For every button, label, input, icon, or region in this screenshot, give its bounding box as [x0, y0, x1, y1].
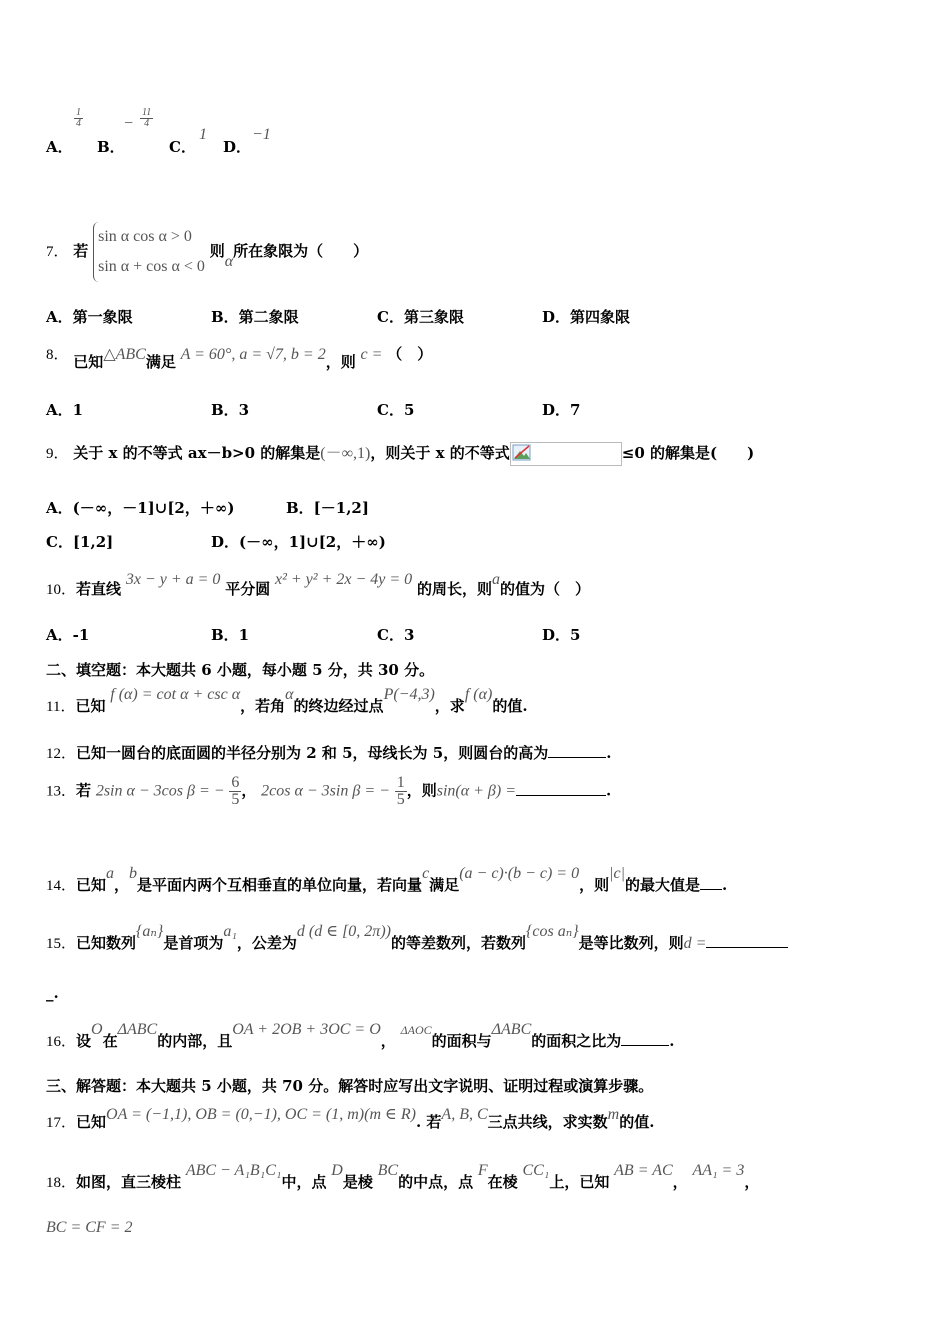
q16-sep: ，: [380, 1032, 396, 1050]
q6-option-b-fraction: [140, 108, 153, 129]
q8-option-a: A．1: [46, 401, 84, 419]
q13-ask: sin(α + β) =: [436, 782, 517, 800]
q14-answer-blank: [700, 889, 722, 890]
q11-lead: 已知: [75, 697, 106, 715]
q6-option-a-fraction: [74, 108, 83, 129]
q11-number: 11．: [46, 699, 76, 715]
q8-option-b: B．3: [211, 401, 250, 419]
q18-number: 18．: [46, 1175, 77, 1191]
q13-fraction-2-numerator: 1: [396, 774, 405, 791]
q18-sep-2: ，: [744, 1173, 760, 1191]
q13-fraction-2: [395, 775, 407, 808]
q18-edge-cc1: CC₁: [522, 1162, 550, 1179]
q13-equation-1: 2sin α − 3cos β = −: [95, 782, 225, 800]
q11-function-2: f (α): [464, 686, 493, 703]
question-10: [46, 568, 590, 598]
q14-vector-b: b: [129, 865, 138, 882]
q14-mid: 是平面内两个互相垂直的单位向量，若向量: [137, 876, 423, 894]
q12-answer-blank: [548, 757, 606, 758]
q6-a-numerator: 1: [76, 107, 81, 118]
q12-text: 已知一圆台的底面圆的半径分别为 2 和 5，母线长为 5，则圆台的高为: [76, 744, 549, 762]
q15-number: 15．: [46, 936, 77, 952]
q12-number: 12．: [46, 746, 77, 762]
q8-ask: c =: [360, 346, 383, 363]
section-2-heading: 二、填空题：本大题共 6 小题，每小题 5 分，共 30 分。: [46, 661, 435, 679]
q11-tail: 的值.: [492, 697, 528, 715]
q8-option-d: D．7: [542, 401, 581, 419]
question-8: [46, 343, 433, 371]
q13-fraction-1-denominator: 5: [231, 791, 240, 808]
q16-mid-3: 的面积与: [431, 1032, 492, 1050]
q6-option-a-label: A．: [46, 138, 73, 156]
q10-circle-equation: x² + y² + 2x − 4y = 0: [274, 571, 413, 588]
q17-lead: 已知: [76, 1113, 107, 1131]
q9-text-3: ≤0 的解集是( ): [621, 444, 755, 462]
q18-sep: ，: [672, 1173, 688, 1191]
q6-option-b: [97, 136, 125, 157]
q8-conditions: A = 60°, a = √7, b = 2: [180, 346, 326, 363]
q14-then: ，则: [579, 876, 610, 894]
question-11: [46, 683, 528, 715]
q10-tail-1: 的周长，则: [416, 580, 492, 598]
q15-d: d (d ∈ [0, 2π)): [296, 923, 391, 940]
q8-then: ，则: [325, 353, 356, 371]
q7-lead: 若: [73, 242, 89, 260]
q18-prism: ABC − A₁B₁C₁: [185, 1162, 282, 1179]
q6-option-d: [223, 136, 251, 157]
q9-inequality-image: [510, 442, 622, 466]
q16-triangle-abc: ΔABC: [491, 1021, 532, 1038]
q14-condition: (a − c)·(b − c) = 0: [459, 865, 580, 882]
q16-mid: 在: [102, 1032, 118, 1050]
q18-mid-2: 是棱: [342, 1173, 373, 1191]
broken-image-icon: [512, 444, 532, 462]
q15-sequence: {aₙ}: [136, 923, 164, 940]
q18-point-d: D: [331, 1162, 343, 1179]
q7-condition-system: [93, 222, 205, 282]
q13-comma: ，: [241, 781, 257, 800]
q10-option-d: D．5: [542, 626, 581, 644]
q17-tail: 的值.: [619, 1113, 655, 1131]
q7-mid: 则: [209, 242, 225, 260]
q16-end: .: [669, 1032, 675, 1050]
q18-mid-3: 的中点，点: [398, 1173, 474, 1191]
q7-option-c: C．第三象限: [377, 308, 464, 326]
q15-lead: 已知数列: [76, 934, 137, 952]
q13-tail: .: [606, 781, 612, 800]
q6-a-denominator: 4: [76, 118, 81, 129]
q6-b-denominator: 4: [144, 118, 150, 129]
q9-text-1: 关于 x 的不等式 ax－b>0 的解集是: [73, 444, 321, 462]
q7-condition-1: sin α cos α > 0: [98, 228, 192, 245]
q9-option-a: A．(－∞，－1]∪[2，＋∞): [46, 499, 235, 517]
q10-mid: 平分圆: [225, 580, 271, 598]
q15-mid-3: 的等差数列，若数列: [390, 934, 526, 952]
q10-number: 10．: [46, 582, 77, 598]
q6-b-sign: −: [124, 115, 134, 132]
q9-number: 9．: [46, 446, 69, 462]
q13-answer-blank: [516, 795, 606, 796]
q10-line-equation: 3x − y + a = 0: [125, 571, 221, 588]
q8-lead: 已知: [73, 353, 104, 371]
q13-fraction-2-denominator: 5: [396, 791, 405, 808]
q18-lead: 如图，直三棱柱: [76, 1173, 182, 1191]
q8-number: 8．: [46, 347, 69, 363]
question-18: [46, 1159, 760, 1191]
q18-eq-2: AA₁ = 3: [692, 1162, 745, 1179]
q13-fraction-1-numerator: 6: [231, 774, 240, 791]
q18-edge-bc: BC: [377, 1162, 399, 1179]
q10-option-c: C．3: [377, 626, 415, 644]
q6-option-d-label: D．: [223, 138, 252, 156]
q7-option-d: D．第四象限: [542, 308, 631, 326]
q15-mid-4: 是等比数列，则: [578, 934, 684, 952]
q8-tail: （ ）: [387, 345, 433, 363]
q13-equation-2: 2cos α − 3sin β = −: [261, 782, 390, 800]
question-7: [46, 222, 368, 282]
q17-points: A, B, C: [441, 1106, 488, 1123]
q17-mid: . 若: [415, 1113, 442, 1131]
q9-option-d: D．(－∞，1]∪[2，＋∞): [211, 533, 386, 551]
question-16: [46, 1018, 675, 1050]
question-14: [46, 862, 728, 894]
q14-abs-c: |c|: [609, 865, 626, 882]
q14-vector-a: a: [106, 865, 115, 882]
q7-var: α: [224, 253, 234, 270]
q9-solution-set: (－∞,1): [320, 445, 371, 462]
q8-mid: 满足: [145, 353, 176, 371]
q13-then: ，则: [406, 781, 437, 800]
question-13: [46, 775, 611, 808]
q11-function: f (α) = cot α + csc α: [110, 686, 241, 703]
q16-mid-2: 的内部，且: [157, 1032, 233, 1050]
q15-answer-blank: [706, 947, 788, 948]
q8-triangle: △ABC: [103, 346, 146, 363]
q14-lead: 已知: [76, 876, 107, 894]
q17-number: 17．: [46, 1115, 77, 1131]
q11-mid-3: ，求: [434, 697, 465, 715]
q7-tail: 所在象限为（ ）: [233, 242, 369, 260]
q17-vectors: OA = (−1,1), OB = (0,−1), OC = (1, m)(m ∈ R): [106, 1106, 416, 1123]
q7-option-b: B．第二象限: [211, 308, 299, 326]
q9-text-2: ，则关于 x 的不等式: [370, 444, 510, 462]
q11-mid: ，若角: [240, 697, 286, 715]
q18-mid-5: 上，已知: [549, 1173, 610, 1191]
q11-mid-2: 的终边经过点: [293, 697, 384, 715]
section-3-heading: 三、解答题：本大题共 5 小题，共 70 分。解答时应写出文字说明、证明过程或演算步骤。: [46, 1077, 654, 1095]
q14-vector-c: c: [422, 865, 430, 882]
q14-end: .: [722, 876, 728, 894]
q16-point-o: O: [91, 1021, 103, 1038]
q17-m: m: [607, 1106, 620, 1123]
q8-option-c: C．5: [377, 401, 415, 419]
q14-mid-2: 满足: [429, 876, 460, 894]
q16-triangle: ΔABC: [117, 1021, 158, 1038]
question-9: [46, 440, 754, 466]
q12-tail: .: [606, 744, 612, 762]
q7-number: 7．: [46, 244, 69, 260]
q18-eq-1: AB = AC: [614, 1162, 673, 1179]
q16-equation: OA + 2OB + 3OC = O: [232, 1021, 381, 1038]
q16-triangle-aoc: ΔAOC: [400, 1023, 432, 1037]
question-12: [46, 742, 611, 763]
q13-fraction-1: [229, 775, 241, 808]
q6-c-value: 1: [199, 126, 207, 143]
q15-mid: 是首项为: [163, 934, 224, 952]
q10-var: a: [491, 571, 500, 588]
q18-mid: 中，点: [281, 1173, 327, 1191]
q13-lead: 若: [76, 781, 92, 800]
q18-point-f: F: [477, 1162, 488, 1179]
q16-lead: 设: [76, 1032, 92, 1050]
q10-option-b: B．1: [211, 626, 250, 644]
q14-number: 14．: [46, 878, 77, 894]
q10-option-a: A．-1: [46, 626, 90, 644]
question-17: [46, 1103, 655, 1131]
q7-condition-2: sin α + cos α < 0: [98, 258, 205, 275]
q16-number: 16．: [46, 1034, 77, 1050]
q15-continuation: _.: [46, 984, 59, 1002]
q6-option-c: [169, 136, 196, 157]
q6-option-a: [46, 136, 73, 157]
q6-d-value: −1: [252, 126, 271, 143]
q16-answer-blank: [621, 1045, 669, 1046]
q15-sequence-2: {cos aₙ}: [526, 923, 579, 940]
q15-mid-2: ，公差为: [236, 934, 297, 952]
question-15: [46, 920, 788, 952]
q18-mid-4: 在棱: [487, 1173, 518, 1191]
q10-lead: 若直线: [76, 580, 122, 598]
q16-tail: 的面积之比为: [531, 1032, 622, 1050]
q7-option-a: A．第一象限: [46, 308, 133, 326]
q6-b-numerator: 11: [142, 107, 152, 118]
q9-option-b: B．[－1,2]: [286, 499, 369, 517]
q6-option-c-label: C．: [169, 138, 196, 156]
q17-mid-2: 三点共线，求实数: [487, 1113, 608, 1131]
q14-tail: 的最大值是: [625, 876, 701, 894]
q15-ask: d =: [683, 935, 707, 952]
q15-a1: a₁: [223, 923, 237, 940]
q14-sep: ，: [114, 876, 130, 894]
q18-eq-3: BC = CF = 2: [46, 1219, 133, 1236]
q9-option-c: C．[1,2]: [46, 533, 114, 551]
q11-point: P(−4,3): [383, 686, 435, 703]
q13-number: 13．: [46, 783, 77, 800]
q11-var: α: [285, 686, 294, 703]
q10-tail-2: 的值为（ ）: [499, 580, 590, 598]
q6-option-b-label: B．: [97, 138, 125, 156]
